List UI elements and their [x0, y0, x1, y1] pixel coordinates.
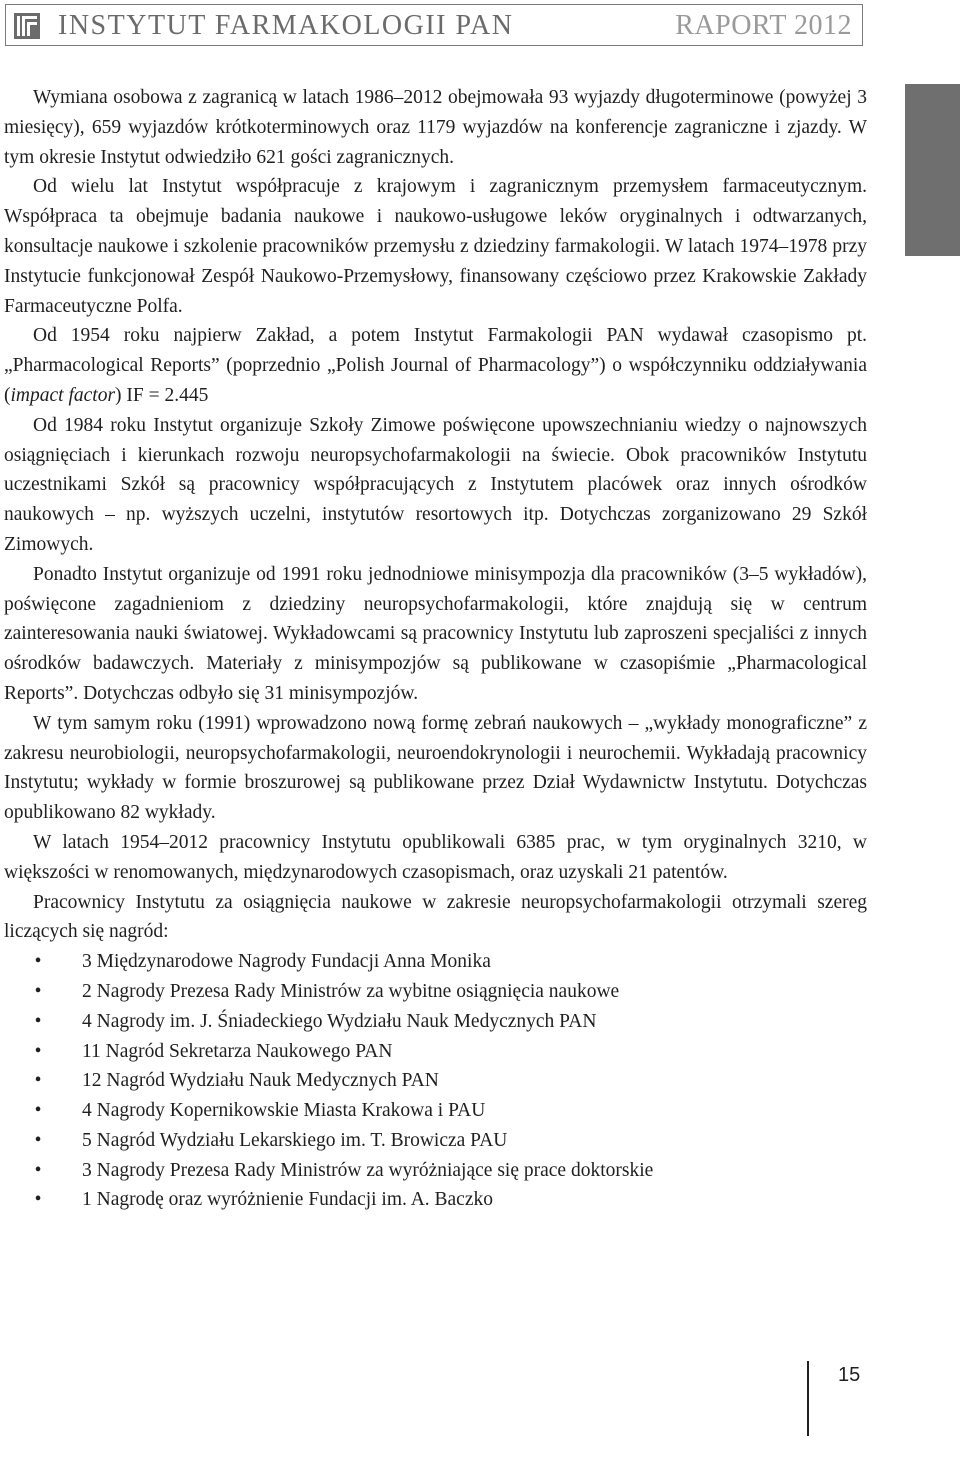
- award-text: 4 Nagrody Kopernikowskie Miasta Krakowa i PAU: [82, 1100, 486, 1122]
- bullet-icon: •: [34, 951, 42, 973]
- award-text: 4 Nagrody im. J. Śniadeckiego Wydziału Nauk Medycznych PAN: [82, 1010, 597, 1032]
- list-item: [4, 1185, 867, 1215]
- bullet-icon: •: [34, 980, 42, 1002]
- institute-logo-icon: [14, 13, 40, 39]
- list-item: [4, 1007, 867, 1037]
- award-text: 11 Nagród Sekretarza Naukowego PAN: [82, 1040, 393, 1062]
- paragraph-lectures: W tym samym roku (1991) wprowadzono nową formę zebrań naukowych – „wykłady monograficzne” z zakresu neurobiologii, neuropsychofarmakologii, neuroendokrynologii i neurochemii. Wykładają pracownicy Instytutu; wykłady w formie broszurowej są publikowane przez Dział Wydawnictw Instytutu. Dotychczas opublikowano 82 wykłady.: [4, 712, 867, 824]
- bullet-icon: •: [34, 1100, 42, 1122]
- paragraph-minisymposia: Ponadto Instytut organizuje od 1991 roku jednodniowe minisympozja dla pracowników (3–5 wykładów), poświęcone zagadnieniom z dziedziny neuropsychofarmakologii, które znajdują się w centrum zainteresowania nauki światowej. Wykładowcami są pracownicy Instytutu lub zaproszeni specjaliści z innych ośrodków badawczych. Materiały z minisympozjów są publikowane w czasopiśmie „Pharmacological Reports”. Dotychczas odbyło się 31 minisympozjów.: [4, 563, 867, 704]
- journal-text-start: Od 1954 roku najpierw Zakład, a potem Instytut Farmakologii PAN wydawał czasopismo pt. „Pharmacological Reports” (poprzednio „Polish Journal of Pharmacology”) o współczynniku oddziaływania (: [4, 325, 867, 406]
- bullet-icon: •: [34, 1040, 42, 1062]
- paragraph-publications: W latach 1954–2012 pracownicy Instytutu opublikowali 6385 prac, w tym oryginalnych 3210, w większości w renomowanych, międzynarodowych czasopismach, oraz uzyskali 21 patentów.: [4, 831, 867, 883]
- bullet-icon: •: [34, 1129, 42, 1151]
- award-text: 1 Nagrodę oraz wyróżnienie Fundacji im. A. Baczko: [82, 1189, 493, 1211]
- folio-divider: [807, 1361, 809, 1436]
- list-item: [4, 1066, 867, 1096]
- paragraph-journal: [4, 321, 867, 410]
- awards-list: [4, 947, 867, 1215]
- header-title: INSTYTUT FARMAKOLOGII PAN: [58, 10, 514, 41]
- impact-factor-term: impact factor: [10, 384, 116, 406]
- list-item: [4, 977, 867, 1007]
- list-item: [4, 947, 867, 977]
- award-text: 3 Nagrody Prezesa Rady Ministrów za wyróżniające się prace doktorskie: [82, 1159, 654, 1181]
- paragraph-winter-schools: Od 1984 roku Instytut organizuje Szkoły Zimowe poświęcone upowszechnianiu wiedzy o najnowszych osiągnięciach i kierunkach rozwoju neuropsychofarmakologii na świecie. Obok pracowników Instytutu uczestnikami Szkół są pracownicy współpracujących z Instytutem placówek oraz innych ośrodków naukowych – np. wyższych uczelni, instytutów resortowych itp. Dotychczas zorganizowano 29 Szkół Zimowych.: [4, 414, 867, 555]
- paragraph-exchange: Wymiana osobowa z zagranicą w latach 1986–2012 obejmowała 93 wyjazdy długoterminowe (powyżej 3 miesięcy), 659 wyjazdów krótkoterminowych oraz 1179 wyjazdów na konferencje zagraniczne i zjazdy. W tym okresie Instytut odwiedziło 621 gości zagranicznych.: [4, 87, 867, 168]
- header-report-label: RAPORT 2012: [675, 10, 852, 41]
- page-header: [5, 4, 863, 46]
- paragraph-industry: Od wielu lat Instytut współpracuje z krajowym i zagranicznym przemysłem farmaceutycznym. Współpraca ta obejmuje badania naukowe i naukowo-usługowe leków oryginalnych i odtwarzanych, konsultacje naukowe i szkolenie pracowników przemysłu z dziedziny farmakologii. W latach 1974–1978 przy Instytucie funkcjonował Zespół Naukowo-Przemysłowy, finansowany częściowo przez Krakowskie Zakłady Farmaceutyczne Polfa.: [4, 176, 867, 317]
- section-side-tab: [905, 84, 960, 256]
- list-item: [4, 1096, 867, 1126]
- bullet-icon: •: [34, 1159, 42, 1181]
- list-item: [4, 1126, 867, 1156]
- journal-text-end: ) IF = 2.445: [115, 384, 209, 406]
- list-item: [4, 1156, 867, 1186]
- award-text: 3 Międzynarodowe Nagrody Fundacji Anna Monika: [82, 951, 491, 973]
- page-number: 15: [838, 1364, 861, 1386]
- bullet-icon: •: [34, 1010, 42, 1032]
- bullet-icon: •: [34, 1070, 42, 1092]
- page-content: [4, 83, 867, 1215]
- award-text: 5 Nagród Wydziału Lekarskiego im. T. Browicza PAU: [82, 1129, 508, 1151]
- award-text: 2 Nagrody Prezesa Rady Ministrów za wybitne osiągnięcia naukowe: [82, 980, 620, 1002]
- bullet-icon: •: [34, 1189, 42, 1211]
- award-text: 12 Nagród Wydziału Nauk Medycznych PAN: [82, 1070, 439, 1092]
- list-item: [4, 1037, 867, 1067]
- paragraph-awards-intro: Pracownicy Instytutu za osiągnięcia naukowe w zakresie neuropsychofarmakologii otrzymali szereg liczących się nagród:: [4, 891, 867, 943]
